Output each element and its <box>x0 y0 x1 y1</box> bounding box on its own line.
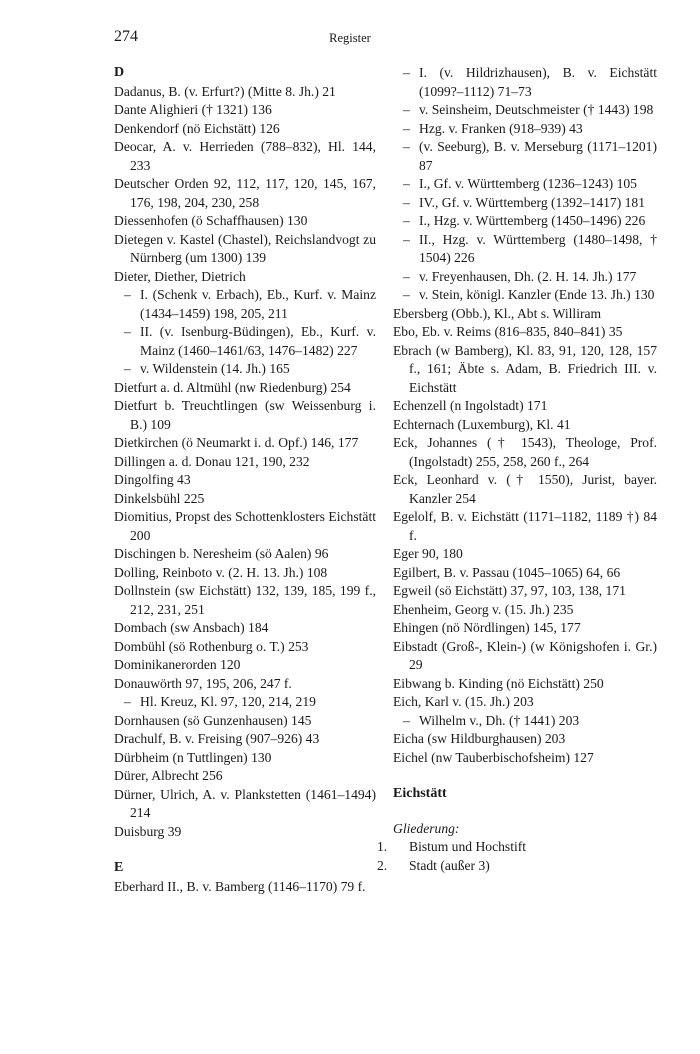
index-entry: Dischingen b. Neresheim (sö Aalen) 96 <box>114 546 329 561</box>
index-entry: Echternach (Luxemburg), Kl. 41 <box>393 416 571 432</box>
index-entry: Eich, Karl v. (15. Jh.) 203 <box>393 694 534 709</box>
index-entry: Dietfurt b. Treuchtlingen (sw Weissenburg i. B.) 109 <box>114 398 376 432</box>
index-entry: Dinkelsbühl 225 <box>114 490 205 506</box>
subentry-text: I. (Schenk v. Erbach), Eb., Kurf. v. Mainz (1434–1459) 198, 205, 211 <box>140 287 376 321</box>
subentry-text: I., Gf. v. Württemberg (1236–1243) 105 <box>419 176 637 191</box>
index-entry: Dietkirchen (ö Neumarkt i. d. Opf.) 146, 177 <box>114 435 359 450</box>
index-entry: Drachulf, B. v. Freising (907–926) 43 <box>114 731 320 746</box>
left-column <box>114 64 376 896</box>
index-subentry <box>393 286 657 305</box>
running-title: Register <box>329 31 371 45</box>
section-heading: Eichstätt <box>393 786 447 801</box>
numbered-item <box>377 857 657 876</box>
index-subentry <box>393 120 657 139</box>
index-entry: Dominikanerorden 120 <box>114 657 241 672</box>
dash-marker: – <box>124 694 131 709</box>
dash-marker: – <box>403 120 410 136</box>
index-entry: Dieter, Diether, Dietrich <box>114 268 246 284</box>
index-entry: Ebo, Eb. v. Reims (816–835, 840–841) 35 <box>393 324 623 339</box>
index-subentry <box>393 175 657 194</box>
subheading: Gliederung: <box>393 820 460 836</box>
subentry-text: I. (v. Hildrizhausen), B. v. Eichstätt (1099?–1112) 71–73 <box>419 65 657 99</box>
subentry-text: I., Hzg. v. Württemberg (1450–1496) 226 <box>419 213 646 228</box>
index-entry: Dillingen a. d. Donau 121, 190, 232 <box>114 453 310 469</box>
subentry-text: Wilhelm v., Dh. († 1441) 203 <box>419 712 580 728</box>
index-entry: Eibwang b. Kinding (nö Eichstätt) 250 <box>393 675 604 691</box>
dash-marker: – <box>403 287 410 302</box>
index-entry: Dante Alighieri († 1321) 136 <box>114 102 272 117</box>
item-number: 2. <box>377 857 388 873</box>
section-letter: D <box>114 65 125 80</box>
index-entry: Dürner, Ulrich, A. v. Plankstetten (1461–1494) 214 <box>114 786 376 820</box>
dash-marker: – <box>403 268 410 284</box>
dash-marker: – <box>403 176 410 191</box>
index-entry: Egilbert, B. v. Passau (1045–1065) 64, 66 <box>393 564 621 580</box>
index-subentry <box>393 712 657 731</box>
index-entry: Echenzell (n Ingolstadt) 171 <box>393 398 548 413</box>
item-text: Stadt (außer 3) <box>409 857 490 873</box>
index-entry: Deutscher Orden 92, 112, 117, 120, 145, 167, 176, 198, 204, 230, 258 <box>114 176 376 210</box>
index-subentry <box>114 286 376 323</box>
index-entry: Deocar, A. v. Herrieden (788–832), Hl. 144, 233 <box>114 139 376 173</box>
index-subentry <box>393 212 657 231</box>
index-subentry <box>114 323 376 360</box>
index-entry: Dingolfing 43 <box>114 472 191 487</box>
index-entry: Duisburg 39 <box>114 823 182 839</box>
dash-marker: – <box>403 231 410 247</box>
index-entry: Eck, Johannes († 1543), Theologe, Prof. (Ingolstadt) 255, 258, 260 f., 264 <box>393 435 657 469</box>
dash-marker: – <box>403 213 410 228</box>
subentry-text: IV., Gf. v. Württemberg (1392–1417) 181 <box>419 194 646 210</box>
index-entry: Ehingen (nö Nördlingen) 145, 177 <box>393 620 581 635</box>
subentry-text: v. Freyenhausen, Dh. (2. H. 14. Jh.) 177 <box>419 268 637 284</box>
subentry-text: II., Hzg. v. Württemberg (1480–1498, † 1504) 226 <box>419 231 657 265</box>
index-entry: Dombühl (sö Rothenburg o. T.) 253 <box>114 638 309 654</box>
index-entry: Diessenhofen (ö Schaffhausen) 130 <box>114 213 308 228</box>
dash-marker: – <box>403 194 410 210</box>
index-entry: Dietegen v. Kastel (Chastel), Reichslandvogt zu Nürnberg (um 1300) 139 <box>114 231 376 265</box>
index-subentry <box>393 64 657 101</box>
item-text: Bistum und Hochstift <box>409 839 527 854</box>
index-entry: Egelolf, B. v. Eichstätt (1171–1182, 1189 †) 84 f. <box>393 509 657 543</box>
index-entry: Dürer, Albrecht 256 <box>114 768 223 783</box>
section-letter: E <box>114 860 124 875</box>
subentry-text: II. (v. Isenburg-Büdingen), Eb., Kurf. v. Mainz (1460–1461/63, 1476–1482) 227 <box>140 324 376 358</box>
index-entry: Eberhard II., B. v. Bamberg (1146–1170) 79 f. <box>114 878 366 894</box>
index-entry: Ehenheim, Georg v. (15. Jh.) 235 <box>393 601 574 617</box>
subentry-text: Hl. Kreuz, Kl. 97, 120, 214, 219 <box>140 694 316 709</box>
dash-marker: – <box>124 324 131 339</box>
subentry-text: Hzg. v. Franken (918–939) 43 <box>419 120 583 136</box>
index-subentry <box>114 360 376 379</box>
index-subentry <box>393 268 657 287</box>
index-entry: Dadanus, B. (v. Erfurt?) (Mitte 8. Jh.) 21 <box>114 83 336 99</box>
subentry-text: v. Wildenstein (14. Jh.) 165 <box>140 361 290 376</box>
index-entry: Dollnstein (sw Eichstätt) 132, 139, 185, 199 f., 212, 231, 251 <box>114 583 376 617</box>
dash-marker: – <box>124 287 131 302</box>
subentry-text: v. Seinsheim, Deutschmeister († 1443) 198 <box>419 102 654 117</box>
index-entry: Donauwörth 97, 195, 206, 247 f. <box>114 675 292 691</box>
index-entry: Dietfurt a. d. Altmühl (nw Riedenburg) 254 <box>114 379 351 395</box>
index-entry: Denkendorf (nö Eichstätt) 126 <box>114 120 280 136</box>
index-entry: Eicha (sw Hildburghausen) 203 <box>393 731 566 746</box>
index-subentry <box>393 231 657 268</box>
index-entry: Dombach (sw Ansbach) 184 <box>114 620 269 635</box>
numbered-item <box>377 838 657 857</box>
index-subentry <box>393 138 657 175</box>
dash-marker: – <box>124 361 131 376</box>
index-entry: Dürbheim (n Tuttlingen) 130 <box>114 749 272 765</box>
index-entry: Eichel (nw Tauberbischofsheim) 127 <box>393 749 594 765</box>
dash-marker: – <box>403 65 410 80</box>
page-number: 274 <box>114 28 138 45</box>
index-subentry <box>114 693 376 712</box>
index-entry: Dornhausen (sö Gunzenhausen) 145 <box>114 712 312 728</box>
dash-marker: – <box>403 712 410 728</box>
dash-marker: – <box>403 102 410 117</box>
subentry-text: v. Stein, königl. Kanzler (Ende 13. Jh.) 130 <box>419 287 655 302</box>
index-subentry <box>393 194 657 213</box>
index-entry: Eibstadt (Groß-, Klein-) (w Königshofen i. Gr.) 29 <box>393 638 657 672</box>
index-entry: Egweil (sö Eichstätt) 37, 97, 103, 138, 171 <box>393 583 626 598</box>
index-entry: Ebersberg (Obb.), Kl., Abt s. Williram <box>393 305 602 321</box>
index-entry: Diomitius, Propst des Schottenklosters Eichstätt 200 <box>114 509 376 543</box>
index-entry: Dolling, Reinboto v. (2. H. 13. Jh.) 108 <box>114 564 328 580</box>
right-column <box>377 64 657 875</box>
subentry-text: (v. Seeburg), B. v. Merseburg (1171–1201) 87 <box>419 139 657 173</box>
index-entry: Eger 90, 180 <box>393 546 463 561</box>
dash-marker: – <box>403 139 410 154</box>
index-subentry <box>393 101 657 120</box>
item-number: 1. <box>377 839 388 854</box>
index-entry: Ebrach (w Bamberg), Kl. 83, 91, 120, 128, 157 f., 161; Äbte s. Adam, B. Friedrich III. v. Eichstätt <box>393 342 657 395</box>
index-entry: Eck, Leonhard v. († 1550), Jurist, bayer. Kanzler 254 <box>393 472 657 506</box>
